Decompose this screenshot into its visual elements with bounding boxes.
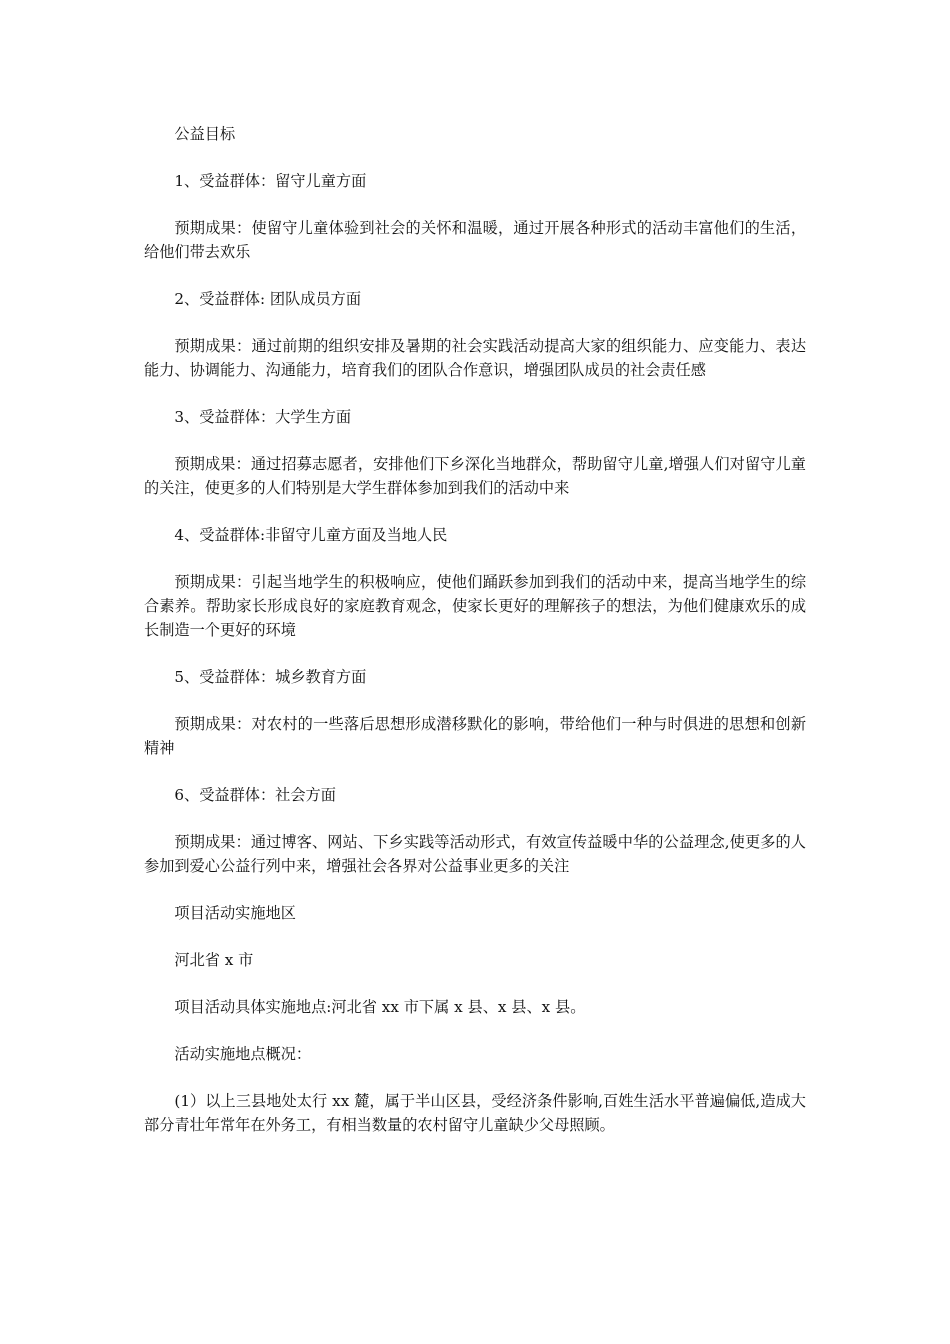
expected-result-4: 预期成果：引起当地学生的积极响应，使他们踊跃参加到我们的活动中来，提高当地学生的综合素养。帮助家长形成良好的家庭教育观念，使家长更好的理解孩子的想法，为他们健康欢乐的成长制造一个更好的环境 xyxy=(144,573,806,639)
beneficiary-heading-6: 6、受益群体：社会方面 xyxy=(174,786,336,804)
section-heading-location-overview: 活动实施地点概况： xyxy=(174,1045,312,1063)
expected-result-1: 预期成果：使留守儿童体验到社会的关怀和温暖，通过开展各种形式的活动丰富他们的生活，给他们带去欢乐 xyxy=(144,219,806,261)
implementation-area-value: 河北省 x 市 xyxy=(174,951,254,969)
specific-implementation-location: 项目活动具体实施地点:河北省 xx 市下属 x 县、x 县、x 县。 xyxy=(174,998,586,1016)
beneficiary-heading-1: 1、受益群体：留守儿童方面 xyxy=(174,172,367,190)
location-overview-item-1: (1）以上三县地处太行 xx 麓，属于半山区县，受经济条件影响,百姓生活水平普遍偏低,造成大部分青壮年常年在外务工，有相当数量的农村留守儿童缺少父母照顾。 xyxy=(144,1092,806,1134)
beneficiary-heading-3: 3、受益群体：大学生方面 xyxy=(174,408,352,426)
expected-result-3: 预期成果：通过招募志愿者，安排他们下乡深化当地群众，帮助留守儿童,增强人们对留守儿童的关注，使更多的人们特别是大学生群体参加到我们的活动中来 xyxy=(144,455,806,497)
beneficiary-heading-2: 2、受益群体: 团队成员方面 xyxy=(174,290,362,308)
expected-result-5: 预期成果：对农村的一些落后思想形成潜移默化的影响，带给他们一种与时俱进的思想和创新精神 xyxy=(144,715,806,757)
beneficiary-heading-4: 4、受益群体:非留守儿童方面及当地人民 xyxy=(174,526,448,544)
section-heading-public-welfare-goals: 公益目标 xyxy=(174,125,236,143)
expected-result-2: 预期成果：通过前期的组织安排及暑期的社会实践活动提高大家的组织能力、应变能力、表达能力、协调能力、沟通能力，培育我们的团队合作意识，增强团队成员的社会责任感 xyxy=(144,337,806,379)
beneficiary-heading-5: 5、受益群体：城乡教育方面 xyxy=(174,668,367,686)
section-heading-implementation-area: 项目活动实施地区 xyxy=(174,904,296,922)
expected-result-6: 预期成果：通过博客、网站、下乡实践等活动形式，有效宣传益暖中华的公益理念,使更多的人参加到爱心公益行列中来，增强社会各界对公益事业更多的关注 xyxy=(144,833,806,875)
